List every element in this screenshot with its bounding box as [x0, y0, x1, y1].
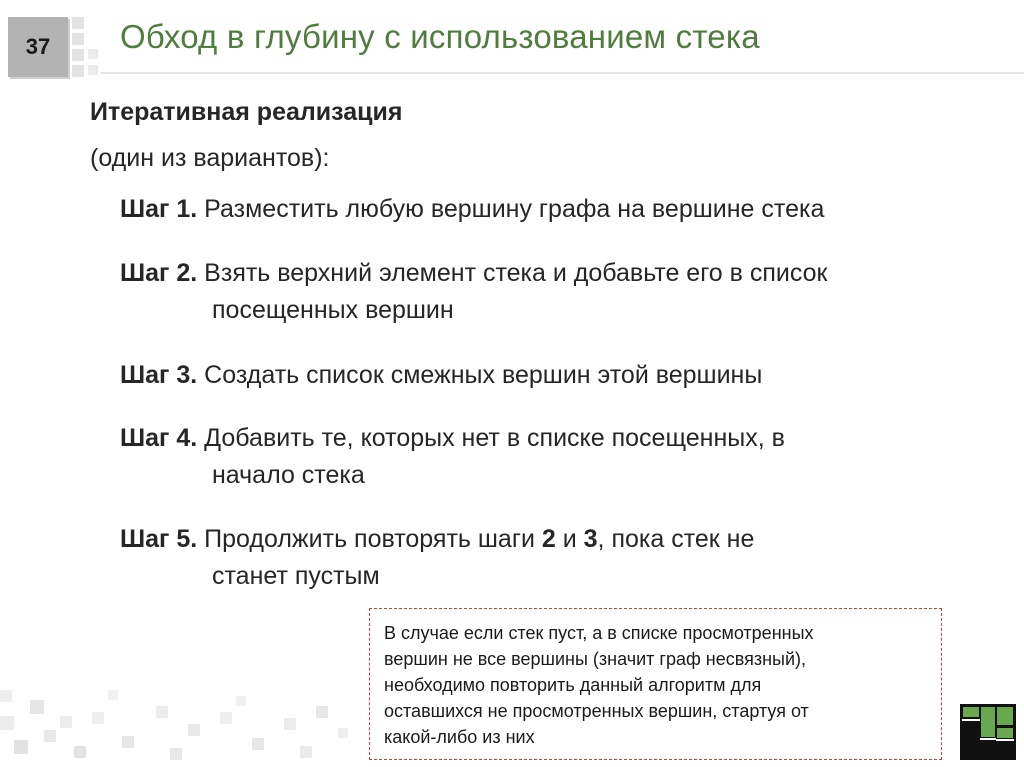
step-label: Шаг 4. [120, 424, 198, 452]
step-label: Шаг 3. [120, 361, 198, 389]
decor-pixel [236, 696, 246, 706]
decor-pixel [284, 718, 296, 730]
step-text: Продолжить повторять шаги [197, 525, 542, 553]
step-5-continuation: станет пустым [212, 562, 380, 590]
step-2 [120, 259, 827, 288]
note-line: необходимо повторить данный алгоритм для [384, 675, 762, 695]
decor-pixel [72, 65, 84, 77]
step-5 [120, 525, 754, 554]
step-ref: 3 [583, 525, 598, 553]
note-line: оставшихся не просмотренных вершин, стартуя от [384, 701, 809, 721]
decor-pixel [316, 706, 328, 718]
step-text: Создать список смежных вершин этой вершины [197, 361, 763, 389]
decor-pixel [122, 736, 134, 748]
slide-title: Обход в глубину с использованием стека [120, 18, 760, 55]
decor-pixel [156, 706, 168, 718]
decor-pixel [108, 690, 118, 700]
logo-icon [960, 704, 1016, 760]
step-label: Шаг 5. [120, 525, 198, 553]
decor-pixel [0, 690, 12, 702]
step-label: Шаг 1. [120, 195, 198, 223]
decor-pixel [92, 712, 104, 724]
section-heading: Итеративная реализация [90, 98, 403, 126]
decor-pixel [72, 49, 84, 61]
slide-number-badge [8, 17, 68, 77]
step-4-continuation: начало стека [212, 461, 365, 489]
decor-pixel [30, 700, 44, 714]
step-text: и [555, 525, 584, 553]
decor-pixel [60, 716, 72, 728]
decor-pixel [72, 17, 84, 29]
decor-pixel [44, 730, 56, 742]
section-subheading: (один из вариантов): [90, 144, 330, 172]
title-divider [100, 72, 1024, 74]
decor-pixel [300, 746, 312, 758]
step-text: Взять верхний элемент стека и добавьте его в список [197, 259, 828, 287]
step-1 [120, 195, 824, 224]
slide-number: 37 [25, 34, 51, 59]
decor-pixel [338, 728, 348, 738]
decor-pixel [88, 49, 98, 59]
step-4 [120, 424, 785, 453]
decor-pixel [74, 746, 86, 758]
decor-pixel [188, 724, 200, 736]
decor-pixel [72, 33, 84, 45]
step-3 [120, 361, 762, 390]
step-ref: 2 [541, 525, 556, 553]
step-label: Шаг 2. [120, 259, 198, 287]
decor-pixel [170, 748, 182, 760]
decor-pixel [220, 712, 232, 724]
decor-pixel [88, 65, 98, 75]
note-line: В случае если стек пуст, а в списке просмотренных [384, 623, 814, 643]
note-box [369, 608, 942, 760]
note-line: вершин не все вершины (значит граф несвязный), [384, 649, 807, 669]
decor-pixel [0, 716, 14, 730]
note-line: какой-либо из них [384, 727, 535, 747]
step-text: Добавить те, которых нет в списке посещенных, в [197, 424, 785, 452]
decor-pixel [252, 738, 264, 750]
step-2-continuation: посещенных вершин [212, 296, 454, 324]
step-text: Разместить любую вершину графа на вершине стека [197, 195, 825, 223]
decor-pixel [14, 740, 28, 754]
step-text: , пока стек не [597, 525, 755, 553]
